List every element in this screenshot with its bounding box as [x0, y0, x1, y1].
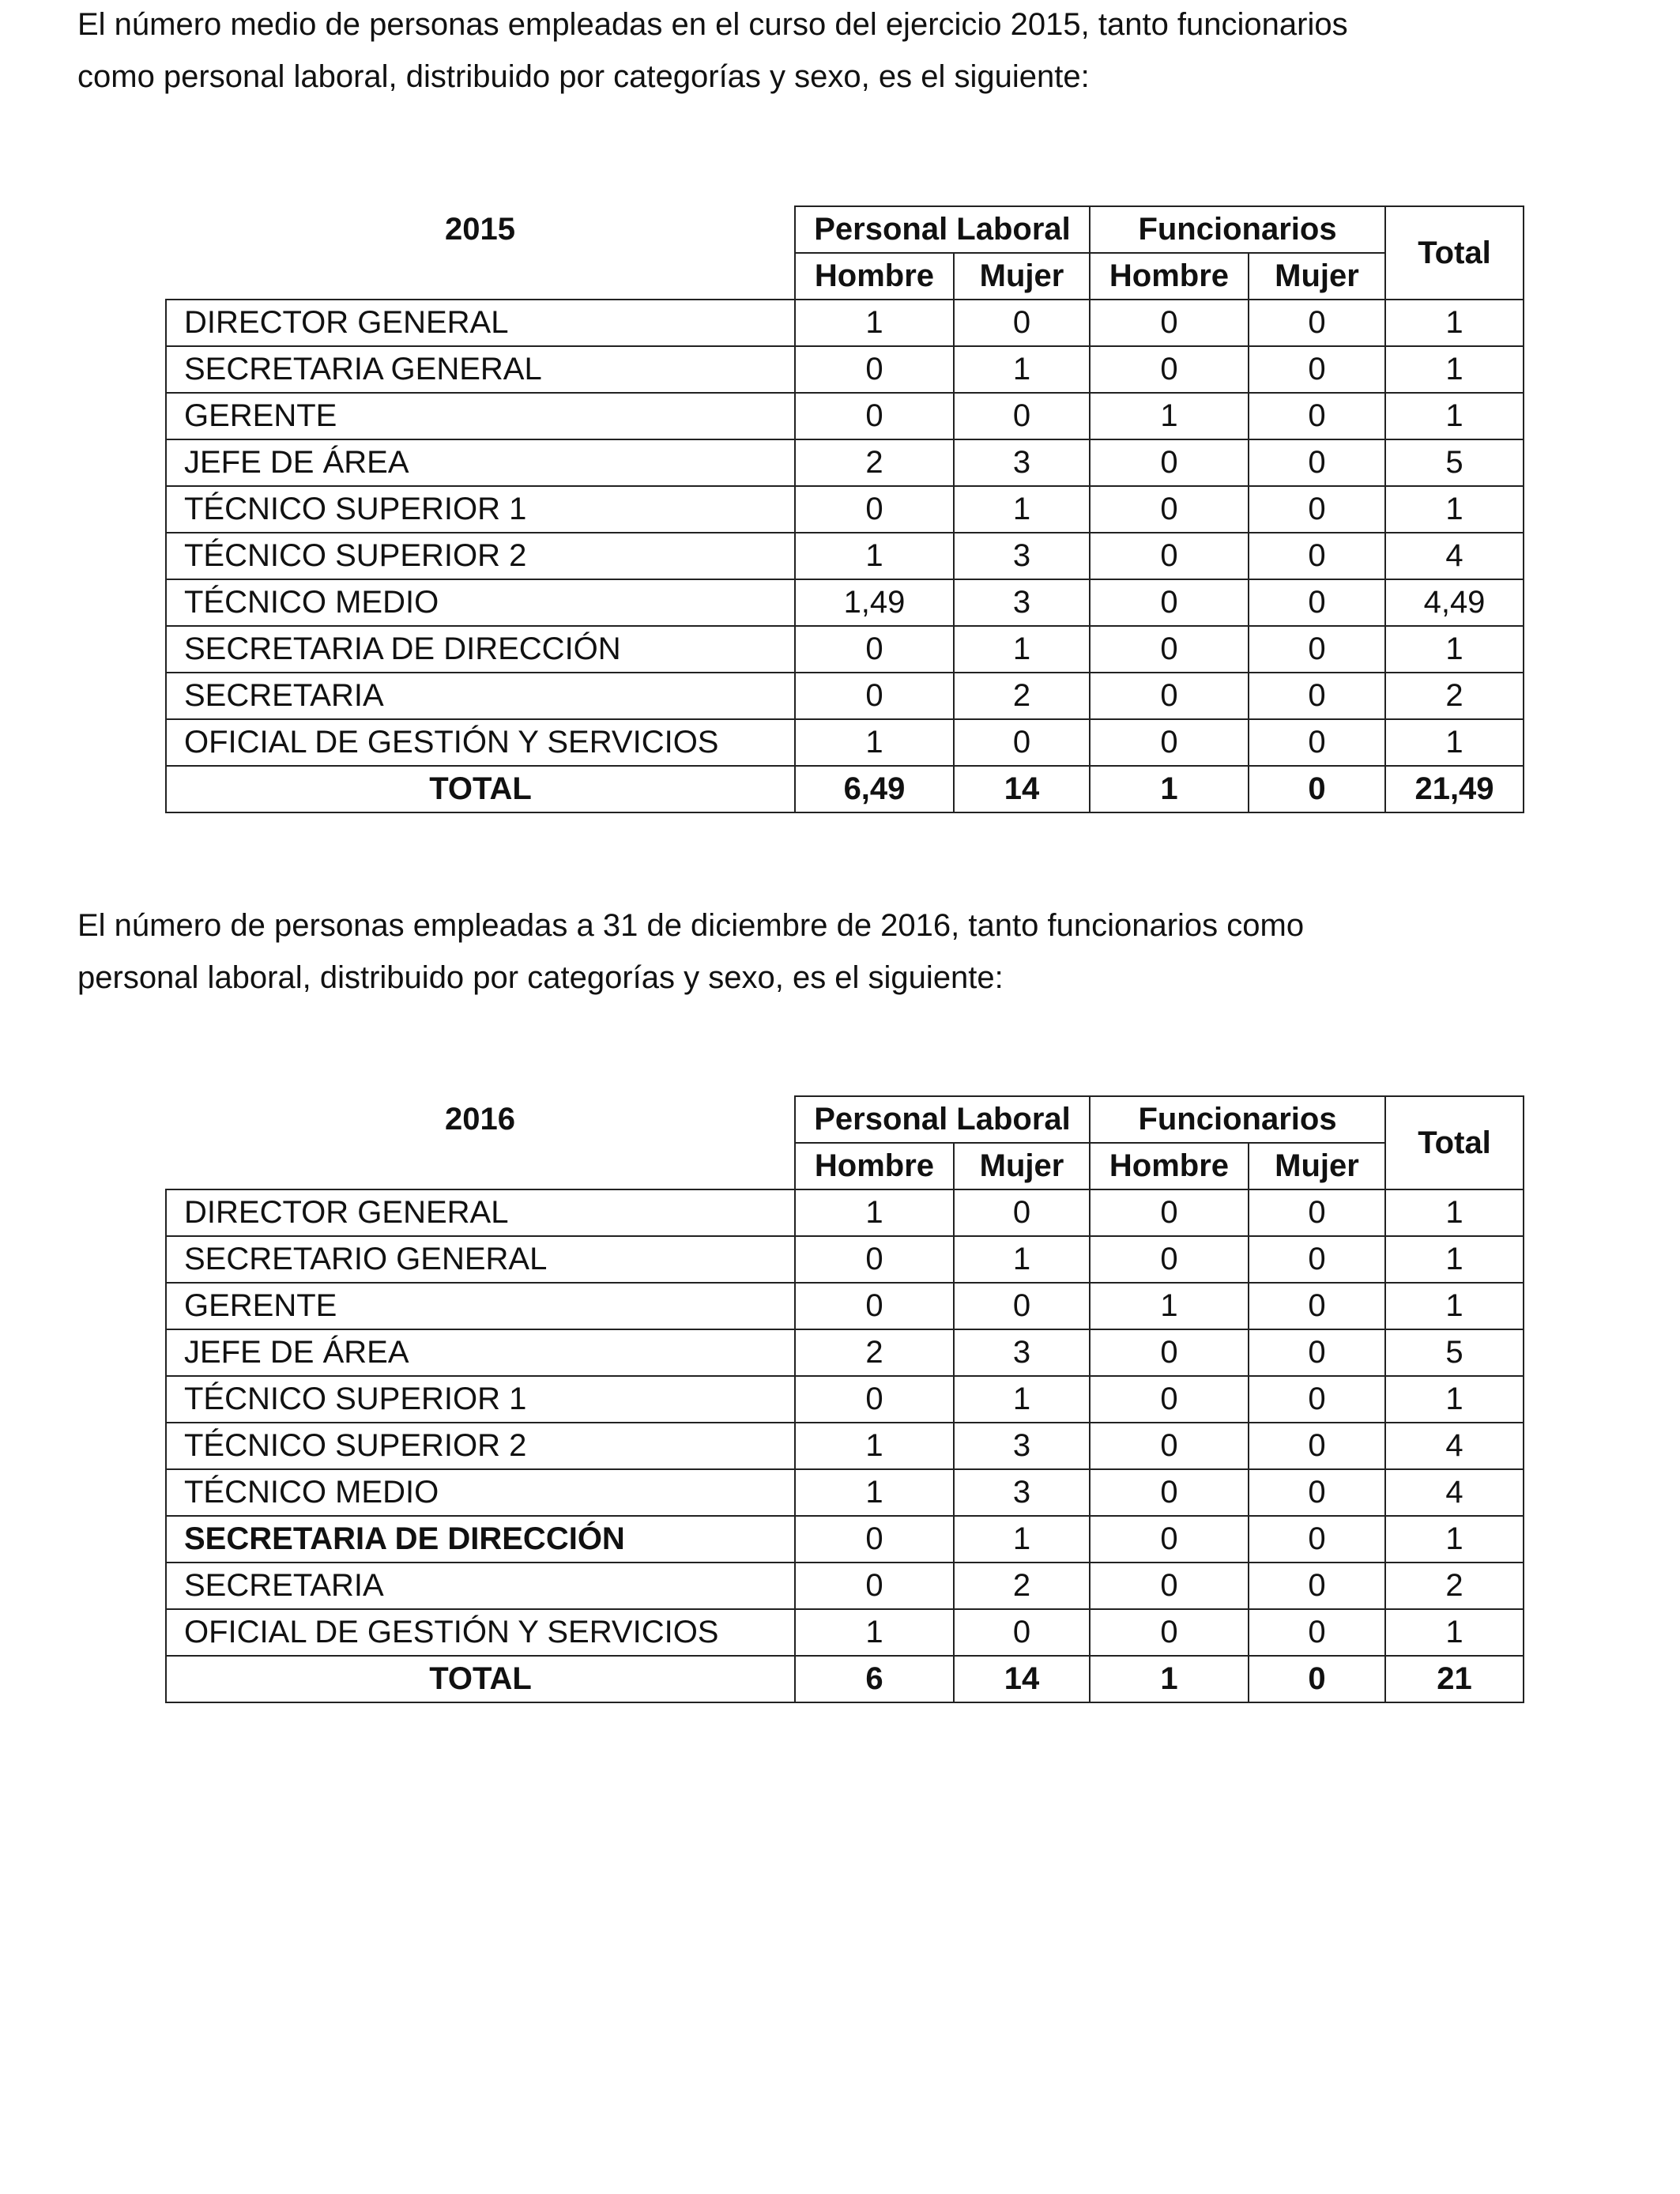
table-row	[166, 1189, 1524, 1236]
cell-funcionarios-mujer: 0	[1249, 673, 1385, 719]
cell-laboral-mujer: 3	[954, 1423, 1090, 1469]
cell-laboral-mujer: 3	[954, 1469, 1090, 1516]
total-funcionarios-hombre: 1	[1090, 1656, 1249, 1702]
cell-total: 1	[1385, 1376, 1524, 1423]
cell-laboral-hombre: 0	[795, 1283, 954, 1329]
row-category: JEFE DE ÁREA	[166, 1329, 795, 1376]
table-row	[166, 626, 1524, 673]
total-grand: 21	[1385, 1656, 1524, 1702]
cell-laboral-hombre: 0	[795, 1236, 954, 1283]
header-spacer	[166, 253, 795, 300]
cell-funcionarios-mujer: 0	[1249, 346, 1385, 393]
cell-laboral-mujer: 1	[954, 1376, 1090, 1423]
header-personal-laboral: Personal Laboral	[795, 1096, 1090, 1143]
cell-total: 1	[1385, 300, 1524, 346]
table-row	[166, 1609, 1524, 1656]
total-grand: 21,49	[1385, 766, 1524, 812]
cell-funcionarios-hombre: 0	[1090, 533, 1249, 579]
table-row	[166, 1516, 1524, 1563]
row-category: TÉCNICO MEDIO	[166, 1469, 795, 1516]
cell-total: 1	[1385, 719, 1524, 766]
cell-funcionarios-mujer: 0	[1249, 486, 1385, 533]
cell-laboral-hombre: 1	[795, 300, 954, 346]
cell-funcionarios-mujer: 0	[1249, 719, 1385, 766]
table-row	[166, 1329, 1524, 1376]
row-category: DIRECTOR GENERAL	[166, 300, 795, 346]
cell-total: 2	[1385, 673, 1524, 719]
table-row	[166, 579, 1524, 626]
paragraph-line: El número medio de personas empleadas en el curso del ejercicio 2015, tanto funcionarios	[77, 7, 1348, 42]
row-category: TÉCNICO SUPERIOR 2	[166, 1423, 795, 1469]
paragraph-line: personal laboral, distribuido por categorías y sexo, es el siguiente:	[77, 960, 1004, 995]
header-laboral-mujer: Mujer	[954, 253, 1090, 300]
cell-funcionarios-hombre: 0	[1090, 719, 1249, 766]
table-year: 2015	[445, 212, 515, 247]
total-row	[166, 1656, 1524, 1702]
total-funcionarios-mujer: 0	[1249, 766, 1385, 812]
cell-total: 1	[1385, 486, 1524, 533]
cell-funcionarios-hombre: 0	[1090, 346, 1249, 393]
cell-funcionarios-hombre: 0	[1090, 1469, 1249, 1516]
cell-funcionarios-hombre: 0	[1090, 1376, 1249, 1423]
header-funcionarios-mujer: Mujer	[1249, 1143, 1385, 1189]
total-laboral-mujer: 14	[954, 1656, 1090, 1702]
cell-total: 1	[1385, 1609, 1524, 1656]
table-row	[166, 1563, 1524, 1609]
cell-laboral-hombre: 0	[795, 1516, 954, 1563]
cell-funcionarios-mujer: 0	[1249, 579, 1385, 626]
table-row	[166, 1469, 1524, 1516]
total-funcionarios-mujer: 0	[1249, 1656, 1385, 1702]
row-category: SECRETARIA	[166, 673, 795, 719]
total-funcionarios-hombre: 1	[1090, 766, 1249, 812]
cell-laboral-mujer: 3	[954, 1329, 1090, 1376]
total-laboral-hombre: 6,49	[795, 766, 954, 812]
table-row	[166, 1236, 1524, 1283]
cell-laboral-hombre: 1	[795, 719, 954, 766]
cell-funcionarios-hombre: 0	[1090, 1516, 1249, 1563]
header-laboral-hombre: Hombre	[795, 1143, 954, 1189]
total-label: TOTAL	[166, 766, 795, 812]
header-funcionarios-mujer: Mujer	[1249, 253, 1385, 300]
cell-laboral-mujer: 1	[954, 626, 1090, 673]
cell-funcionarios-mujer: 0	[1249, 626, 1385, 673]
cell-laboral-mujer: 0	[954, 393, 1090, 439]
cell-funcionarios-hombre: 0	[1090, 626, 1249, 673]
intro-paragraph-2016	[77, 899, 1579, 1004]
cell-laboral-hombre: 0	[795, 346, 954, 393]
header-row-groups	[166, 206, 1524, 253]
header-laboral-mujer: Mujer	[954, 1143, 1090, 1189]
cell-funcionarios-mujer: 0	[1249, 1376, 1385, 1423]
cell-total: 1	[1385, 1516, 1524, 1563]
cell-funcionarios-hombre: 0	[1090, 1236, 1249, 1283]
row-category: SECRETARIA	[166, 1563, 795, 1609]
cell-funcionarios-hombre: 0	[1090, 486, 1249, 533]
cell-funcionarios-hombre: 0	[1090, 1329, 1249, 1376]
cell-laboral-mujer: 1	[954, 486, 1090, 533]
cell-laboral-hombre: 1	[795, 1469, 954, 1516]
cell-total: 2	[1385, 1563, 1524, 1609]
cell-funcionarios-mujer: 0	[1249, 1423, 1385, 1469]
cell-funcionarios-mujer: 0	[1249, 1189, 1385, 1236]
cell-laboral-hombre: 0	[795, 673, 954, 719]
header-row-sex	[166, 253, 1524, 300]
cell-laboral-hombre: 0	[795, 486, 954, 533]
header-total: Total	[1385, 1096, 1524, 1189]
cell-funcionarios-mujer: 0	[1249, 300, 1385, 346]
table-row	[166, 346, 1524, 393]
cell-laboral-mujer: 1	[954, 1516, 1090, 1563]
cell-funcionarios-hombre: 0	[1090, 579, 1249, 626]
header-total: Total	[1385, 206, 1524, 300]
row-category: TÉCNICO SUPERIOR 2	[166, 533, 795, 579]
cell-funcionarios-mujer: 0	[1249, 1563, 1385, 1609]
header-funcionarios-hombre: Hombre	[1090, 253, 1249, 300]
cell-total: 4	[1385, 533, 1524, 579]
cell-laboral-mujer: 3	[954, 579, 1090, 626]
header-row-groups	[166, 1096, 1524, 1143]
cell-laboral-mujer: 3	[954, 533, 1090, 579]
row-category: SECRETARIA DE DIRECCIÓN	[166, 1516, 795, 1563]
cell-total: 5	[1385, 439, 1524, 486]
staff-table-2015	[165, 205, 1524, 813]
cell-total: 4	[1385, 1423, 1524, 1469]
cell-total: 1	[1385, 393, 1524, 439]
cell-laboral-mujer: 0	[954, 300, 1090, 346]
row-category: GERENTE	[166, 393, 795, 439]
cell-laboral-mujer: 3	[954, 439, 1090, 486]
table-row	[166, 1376, 1524, 1423]
cell-funcionarios-mujer: 0	[1249, 1283, 1385, 1329]
cell-funcionarios-hombre: 0	[1090, 1609, 1249, 1656]
row-category: SECRETARIA DE DIRECCIÓN	[166, 626, 795, 673]
header-funcionarios: Funcionarios	[1090, 1096, 1385, 1143]
staff-table-2016	[165, 1095, 1524, 1703]
total-label: TOTAL	[166, 1656, 795, 1702]
cell-funcionarios-hombre: 0	[1090, 673, 1249, 719]
cell-total: 1	[1385, 1189, 1524, 1236]
cell-laboral-mujer: 2	[954, 1563, 1090, 1609]
row-category: DIRECTOR GENERAL	[166, 1189, 795, 1236]
row-category: TÉCNICO SUPERIOR 1	[166, 1376, 795, 1423]
cell-funcionarios-mujer: 0	[1249, 1516, 1385, 1563]
table-row	[166, 1423, 1524, 1469]
total-laboral-hombre: 6	[795, 1656, 954, 1702]
total-laboral-mujer: 14	[954, 766, 1090, 812]
row-category: OFICIAL DE GESTIÓN Y SERVICIOS	[166, 719, 795, 766]
cell-funcionarios-mujer: 0	[1249, 1236, 1385, 1283]
cell-laboral-mujer: 0	[954, 1609, 1090, 1656]
row-category: TÉCNICO MEDIO	[166, 579, 795, 626]
cell-laboral-mujer: 2	[954, 673, 1090, 719]
cell-funcionarios-hombre: 0	[1090, 300, 1249, 346]
header-laboral-hombre: Hombre	[795, 253, 954, 300]
cell-funcionarios-hombre: 0	[1090, 1189, 1249, 1236]
table-row	[166, 1283, 1524, 1329]
row-category: JEFE DE ÁREA	[166, 439, 795, 486]
row-category: SECRETARIA GENERAL	[166, 346, 795, 393]
table-row	[166, 300, 1524, 346]
cell-laboral-hombre: 0	[795, 626, 954, 673]
cell-total: 4,49	[1385, 579, 1524, 626]
table-row	[166, 393, 1524, 439]
table-year: 2016	[445, 1102, 515, 1137]
row-category: SECRETARIO GENERAL	[166, 1236, 795, 1283]
total-row	[166, 766, 1524, 812]
cell-laboral-hombre: 0	[795, 1563, 954, 1609]
cell-total: 1	[1385, 626, 1524, 673]
cell-funcionarios-hombre: 0	[1090, 439, 1249, 486]
table-row	[166, 719, 1524, 766]
cell-funcionarios-mujer: 0	[1249, 1329, 1385, 1376]
cell-laboral-hombre: 0	[795, 393, 954, 439]
cell-funcionarios-hombre: 0	[1090, 1563, 1249, 1609]
cell-funcionarios-mujer: 0	[1249, 533, 1385, 579]
cell-funcionarios-mujer: 0	[1249, 1609, 1385, 1656]
table-row	[166, 439, 1524, 486]
row-category: OFICIAL DE GESTIÓN Y SERVICIOS	[166, 1609, 795, 1656]
cell-laboral-mujer: 1	[954, 1236, 1090, 1283]
cell-laboral-mujer: 0	[954, 719, 1090, 766]
cell-laboral-mujer: 0	[954, 1283, 1090, 1329]
cell-total: 5	[1385, 1329, 1524, 1376]
header-funcionarios-hombre: Hombre	[1090, 1143, 1249, 1189]
table-row	[166, 486, 1524, 533]
cell-funcionarios-mujer: 0	[1249, 393, 1385, 439]
header-funcionarios: Funcionarios	[1090, 206, 1385, 253]
cell-laboral-mujer: 0	[954, 1189, 1090, 1236]
cell-funcionarios-hombre: 1	[1090, 393, 1249, 439]
cell-laboral-hombre: 2	[795, 1329, 954, 1376]
cell-total: 1	[1385, 1236, 1524, 1283]
cell-laboral-hombre: 1	[795, 1189, 954, 1236]
cell-funcionarios-hombre: 1	[1090, 1283, 1249, 1329]
header-spacer	[166, 1143, 795, 1189]
cell-laboral-hombre: 1	[795, 1423, 954, 1469]
cell-funcionarios-mujer: 0	[1249, 439, 1385, 486]
cell-laboral-hombre: 0	[795, 1376, 954, 1423]
row-category: TÉCNICO SUPERIOR 1	[166, 486, 795, 533]
intro-paragraph-2015	[77, 0, 1579, 103]
table-row	[166, 673, 1524, 719]
paragraph-line: El número de personas empleadas a 31 de diciembre de 2016, tanto funcionarios como	[77, 908, 1305, 943]
row-category: GERENTE	[166, 1283, 795, 1329]
header-row-sex	[166, 1143, 1524, 1189]
table-row	[166, 533, 1524, 579]
cell-laboral-hombre: 1,49	[795, 579, 954, 626]
cell-total: 4	[1385, 1469, 1524, 1516]
cell-total: 1	[1385, 1283, 1524, 1329]
cell-laboral-hombre: 1	[795, 1609, 954, 1656]
cell-total: 1	[1385, 346, 1524, 393]
cell-funcionarios-hombre: 0	[1090, 1423, 1249, 1469]
cell-laboral-hombre: 2	[795, 439, 954, 486]
cell-laboral-mujer: 1	[954, 346, 1090, 393]
cell-funcionarios-mujer: 0	[1249, 1469, 1385, 1516]
cell-laboral-hombre: 1	[795, 533, 954, 579]
header-personal-laboral: Personal Laboral	[795, 206, 1090, 253]
paragraph-line: como personal laboral, distribuido por categorías y sexo, es el siguiente:	[77, 59, 1090, 94]
